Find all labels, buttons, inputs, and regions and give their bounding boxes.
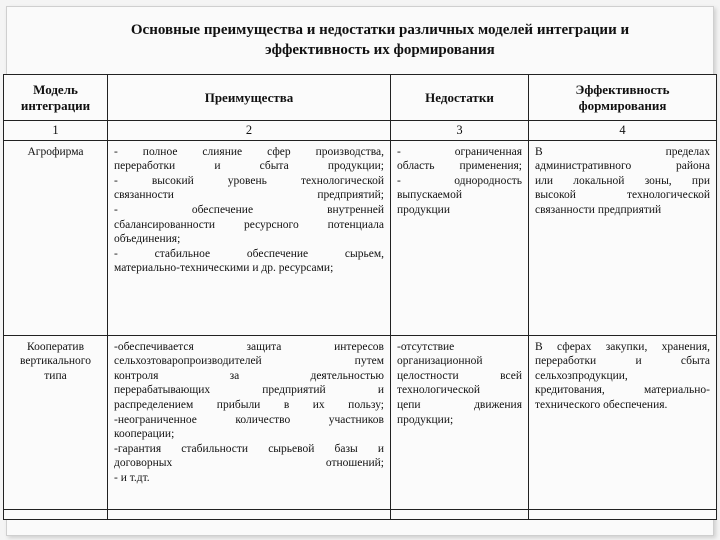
cell-text-line: сбалансированности ресурсного потенциала	[114, 218, 384, 231]
cell-text-line: связанности предприятий;	[114, 189, 384, 202]
cell-text-line: договорных отношений;	[114, 457, 384, 470]
title-line-2: эффективность их формирования	[265, 42, 495, 58]
header-row	[4, 75, 717, 121]
cell-text-line: продукции	[397, 203, 450, 216]
cell-text-line: материально-техническими и др. ресурсами;	[114, 262, 334, 275]
cell-text-line: выпускаемой	[397, 189, 462, 202]
cell-text-line: продукции;	[397, 413, 454, 426]
cell-text-line: -неограниченное количество участников	[114, 413, 384, 426]
cell-text-line: - высокий уровень технологической	[114, 174, 384, 187]
integration-models-table	[3, 74, 717, 520]
cell-text-line: перерабатывающих предприятий и	[114, 384, 384, 397]
cell-text-line: В пределах	[535, 145, 710, 158]
cell-text-line: цепи движения	[397, 398, 522, 411]
cell-text-line: - полное слияние сфер производства,	[114, 145, 384, 158]
cell-text-line: область применения;	[397, 160, 522, 173]
column-number: 3	[391, 121, 529, 141]
cell-text-line: - ограниченная	[397, 145, 522, 158]
table-row-agrofirm	[4, 140, 717, 335]
efficiency-cell	[529, 335, 717, 509]
efficiency-cell	[529, 140, 717, 335]
cell-text-line: переработки и сбыта продукции;	[114, 160, 384, 173]
cell-text-line: кооперации;	[114, 428, 175, 441]
advantages-cell	[108, 335, 391, 509]
page-title	[60, 20, 700, 60]
disadvantages-cell	[391, 335, 529, 509]
cell-text-line: - и т.дт.	[114, 471, 150, 484]
cell-text-line: сельхозпродукции,	[535, 369, 628, 382]
header-advantages: Преимущества	[108, 75, 391, 121]
cell-text-line: целостности всей	[397, 369, 522, 382]
cell-text-line: объединения;	[114, 233, 181, 246]
cell-text-line: В сферах закупки, хранения,	[535, 340, 710, 353]
cell-text-line: переработки и сбыта	[535, 355, 710, 368]
disadvantages-cell	[391, 140, 529, 335]
table-row-cooperative	[4, 335, 717, 509]
cell-text-line: распределением прибыли в их пользу;	[114, 398, 384, 411]
header-disadvantages: Недостатки	[391, 75, 529, 121]
cell-text-line: кредитования, материально-	[535, 384, 710, 397]
cell-text-line: - стабильное обеспечение сырьем,	[114, 247, 384, 260]
cell-text-line: высокой технологической	[535, 189, 710, 202]
cell-text-line: -гарантия стабильности сырьевой базы и	[114, 442, 384, 455]
model-cell: Агрофирма	[4, 140, 108, 335]
column-number: 1	[4, 121, 108, 141]
model-cell: Кооператив вертикального типа	[4, 335, 108, 509]
cell-text-line: технического обеспечения.	[535, 398, 668, 411]
table-row-continuation	[4, 509, 717, 519]
title-line-1: Основные преимущества и недостатки различных моделей интеграции и	[130, 22, 630, 38]
column-number-row	[4, 121, 717, 141]
cell-text-line: организационной	[397, 355, 483, 368]
header-efficiency: Эффективность формирования	[529, 75, 717, 121]
header-model: Модель интеграции	[4, 75, 108, 121]
cell-text-line: -отсутствие	[397, 340, 455, 353]
column-number: 2	[108, 121, 391, 141]
cell-text-line: сельхозтоваропроизводителей путем	[114, 355, 384, 368]
cell-text-line: связанности предприятий	[535, 203, 662, 216]
cell-text-line: административного района	[535, 160, 710, 173]
cell-text-line: контроля за деятельностью	[114, 369, 384, 382]
column-number: 4	[529, 121, 717, 141]
cell-text-line: -обеспечивается защита интересов	[114, 340, 384, 353]
cell-text-line: - обеспечение внутренней	[114, 203, 384, 216]
cell-text-line: - однородность	[397, 174, 522, 187]
cell-text-line: или локальной зоны, при	[535, 174, 710, 187]
cell-text-line: технологической	[397, 384, 481, 397]
advantages-cell	[108, 140, 391, 335]
